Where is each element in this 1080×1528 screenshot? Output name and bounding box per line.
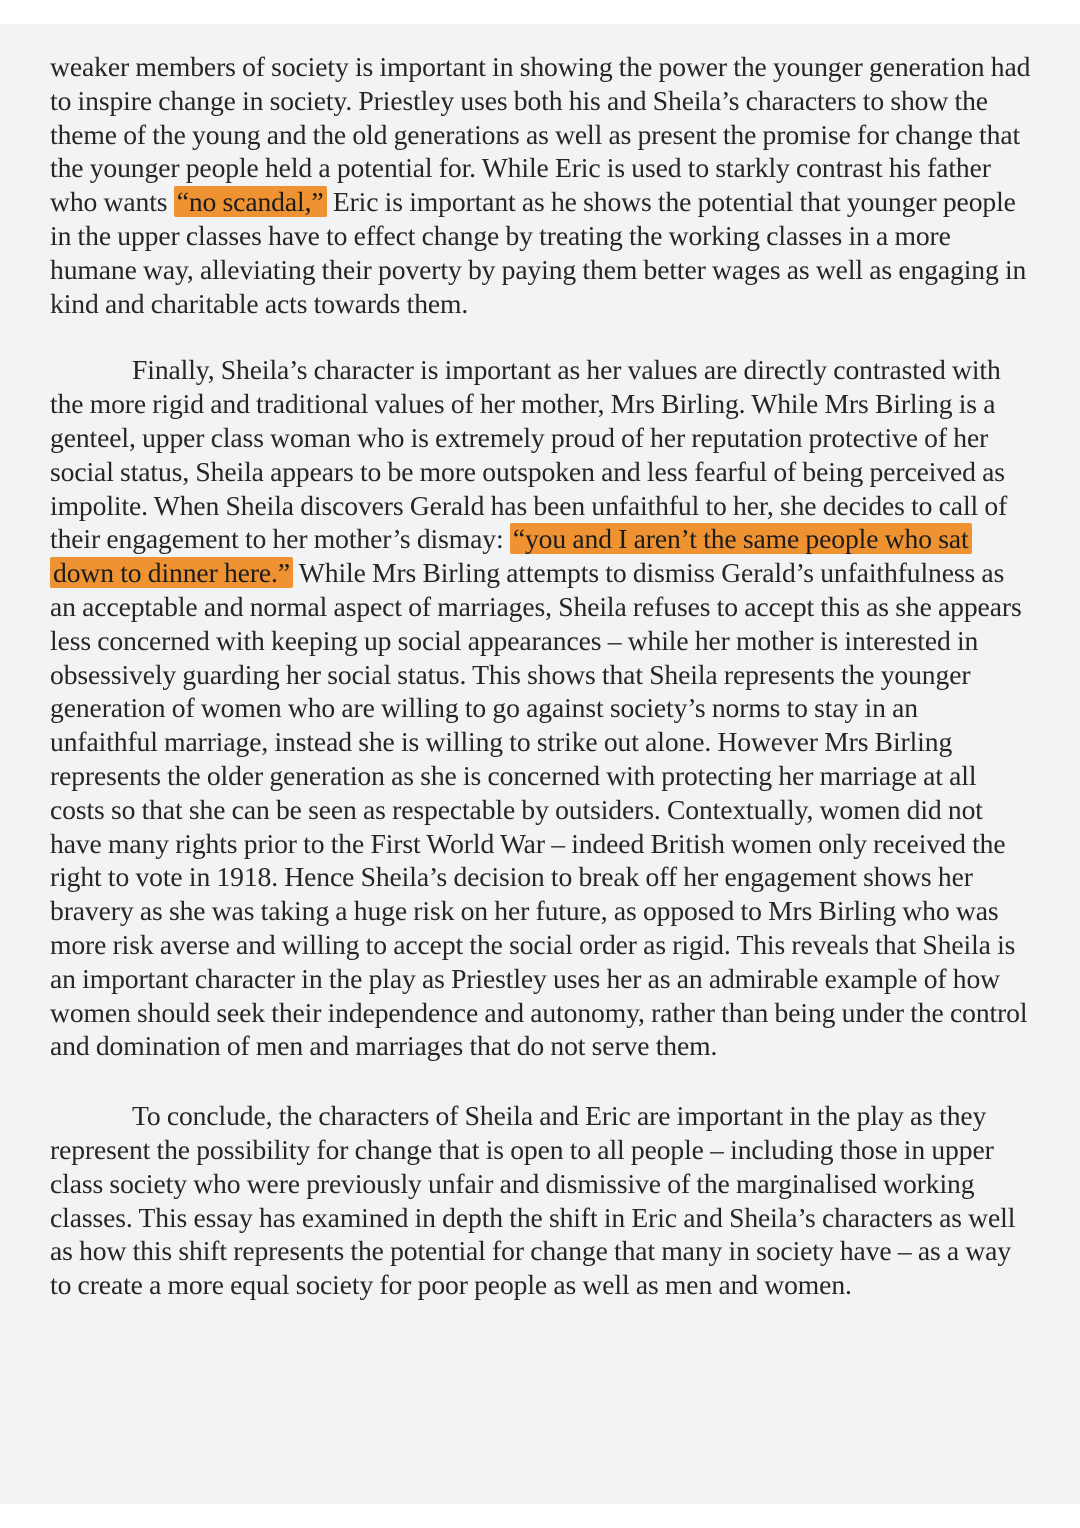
- paragraph-conclusion: [50, 1099, 1032, 1302]
- body-text: Eric is important as he shows the potential that younger people in the upper classes have to effect change by treating the working classes in a more humane way, alleviating their poverty by paying them better wages as well as engaging in kind and charitable acts towards them.: [50, 186, 1027, 319]
- body-text: While Mrs Birling attempts to dismiss Gerald’s unfaithfulness as an acceptable and normal aspect of marriages, Sheila refuses to accept this as she appears less concerned with keeping up social appearances – while her mother is interested in obsessively guarding her social status. This shows that Sheila represents the younger generation of women who are willing to go against society’s norms to stay in an unfaithful marriage, instead she is willing to strike out alone. However Mrs Birling represents the older generation as she is concerned with protecting her marriage at all costs so that she can be seen as respectable by outsiders. Contextually, women did not have many rights prior to the First World War – indeed British women only received the right to vote in 1918. Hence Sheila’s decision to break off her engagement shows her bravery as she was taking a huge risk on her future, as opposed to Mrs Birling who was more risk averse and willing to accept the social order as rigid. This reveals that Sheila is an important character in the play as Priestley uses her as an admirable example of how women should seek their independence and autonomy, rather than being under the control and domination of men and marriages that do not serve them.: [50, 557, 1028, 1062]
- paragraph-eric-conclusion: [50, 50, 1032, 320]
- document-page: [0, 24, 1080, 1504]
- body-text: weaker members of society is important in showing the power the younger generation had to inspire change in society. Priestley uses both his and Sheila’s characters to show the theme of the young and the old generations as well as present the promise for change that the younger people held a potential for. While Eric is used to starkly contrast his father who wants: [50, 51, 1031, 218]
- paragraph-sheila-analysis: [50, 353, 1032, 1063]
- highlighted-quote-you-and-i: “you and I aren’t the same people who sat down to dinner here.”: [50, 523, 972, 588]
- highlighted-quote-no-scandal: “no scandal,”: [174, 186, 327, 217]
- body-text: To conclude, the characters of Sheila and Eric are important in the play as they represent the possibility for change that is open to all people – including those in upper class society who were previously unfair and dismissive of the marginalised working classes. This essay has examined in depth the shift in Eric and Sheila’s characters as well as how this shift represents the potential for change that many in society have – as a way to create a more equal society for poor people as well as men and women.: [50, 1100, 1016, 1301]
- body-text: Finally, Sheila’s character is important as her values are directly contrasted with the more rigid and traditional values of her mother, Mrs Birling. While Mrs Birling is a genteel, upper class woman who is extremely proud of her reputation protective of her social status, Sheila appears to be more outspoken and less fearful of being perceived as impolite. When Sheila discovers Gerald has been unfaithful to her, she decides to call of their engagement to her mother’s dismay:: [50, 354, 1008, 555]
